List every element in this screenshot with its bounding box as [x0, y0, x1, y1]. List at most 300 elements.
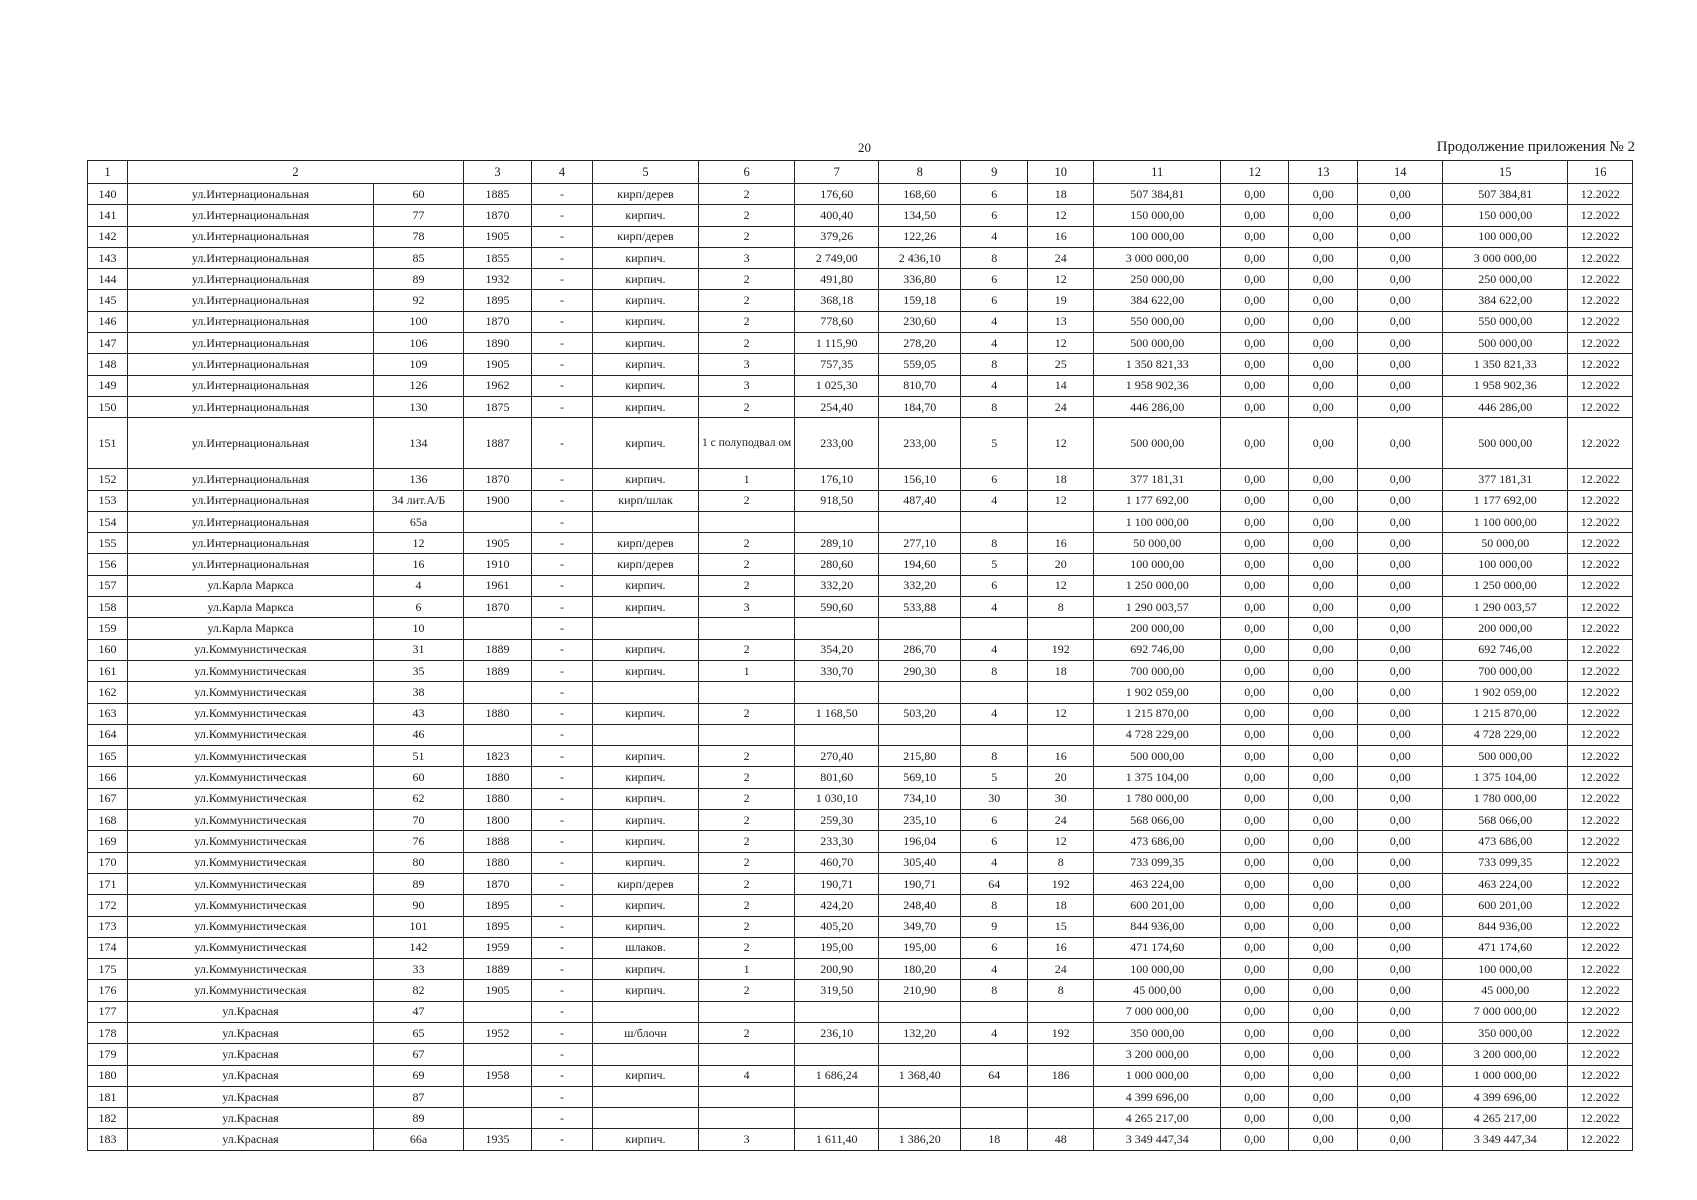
living-area: 332,20: [879, 575, 961, 596]
living-area: [879, 618, 961, 639]
completion-date: 12.2022: [1568, 469, 1633, 490]
col-10-value: 192: [1028, 1022, 1094, 1043]
cost-col-15: 100 000,00: [1443, 226, 1568, 247]
col-10-value: 12: [1028, 575, 1094, 596]
row-number: 143: [88, 247, 128, 268]
col-12-value: 0,00: [1221, 1022, 1289, 1043]
wall-material: кирпич.: [593, 311, 699, 332]
street-name: ул.Коммунистическая: [128, 767, 374, 788]
completion-date: 12.2022: [1568, 873, 1633, 894]
col-13-value: 0,00: [1289, 703, 1358, 724]
street-name: ул.Красная: [128, 1129, 374, 1150]
col-9-value: 6: [961, 810, 1028, 831]
street-name: ул.Коммунистическая: [128, 810, 374, 831]
col-14-value: 0,00: [1358, 895, 1443, 916]
wall-material: кирпич.: [593, 852, 699, 873]
row-number: 147: [88, 333, 128, 354]
col-9-value: 6: [961, 575, 1028, 596]
col-9-value: 6: [961, 184, 1028, 205]
col-10-value: 8: [1028, 852, 1094, 873]
column-number: 13: [1289, 161, 1358, 184]
table-row: [88, 184, 1633, 205]
cost-col-15: 1 902 059,00: [1443, 682, 1568, 703]
living-area: 1 386,20: [879, 1129, 961, 1150]
completion-date: 12.2022: [1568, 937, 1633, 958]
completion-date: 12.2022: [1568, 746, 1633, 767]
col-9-value: [961, 682, 1028, 703]
row-number: 151: [88, 418, 128, 469]
column-number: 4: [532, 161, 593, 184]
house-number: 60: [374, 767, 464, 788]
cost-total: 500 000,00: [1094, 418, 1221, 469]
table-row: [88, 533, 1633, 554]
col-10-value: [1028, 511, 1094, 532]
cost-col-15: 200 000,00: [1443, 618, 1568, 639]
table-row: [88, 810, 1633, 831]
total-area: [795, 1044, 879, 1065]
row-number: 162: [88, 682, 128, 703]
floor-count: 2: [699, 333, 795, 354]
total-area: 233,30: [795, 831, 879, 852]
cost-total: 7 000 000,00: [1094, 1001, 1221, 1022]
col-12-value: 0,00: [1221, 831, 1289, 852]
floor-count: 2: [699, 703, 795, 724]
completion-date: 12.2022: [1568, 290, 1633, 311]
col-9-value: [961, 1108, 1028, 1129]
col-10-value: 18: [1028, 184, 1094, 205]
cost-total: 100 000,00: [1094, 554, 1221, 575]
cost-total: 384 622,00: [1094, 290, 1221, 311]
table-row: [88, 873, 1633, 894]
floor-count: 2: [699, 1022, 795, 1043]
total-area: 270,40: [795, 746, 879, 767]
col-10-value: 8: [1028, 980, 1094, 1001]
completion-date: 12.2022: [1568, 1065, 1633, 1086]
table-row: [88, 1022, 1633, 1043]
cost-total: 1 250 000,00: [1094, 575, 1221, 596]
table-row: [88, 375, 1633, 396]
house-number: 16: [374, 554, 464, 575]
completion-date: 12.2022: [1568, 980, 1633, 1001]
row-number: 178: [88, 1022, 128, 1043]
column-number: 7: [795, 161, 879, 184]
col-10-value: 16: [1028, 226, 1094, 247]
build-year: 1889: [464, 639, 532, 660]
completion-date: 12.2022: [1568, 311, 1633, 332]
living-area: [879, 1108, 961, 1129]
col-14-value: 0,00: [1358, 597, 1443, 618]
total-area: 332,20: [795, 575, 879, 596]
house-number: 134: [374, 418, 464, 469]
cost-total: 1 780 000,00: [1094, 788, 1221, 809]
cost-col-15: 4 728 229,00: [1443, 724, 1568, 745]
row-number: 157: [88, 575, 128, 596]
col-10-value: [1028, 618, 1094, 639]
col-12-value: 0,00: [1221, 746, 1289, 767]
house-number: 35: [374, 660, 464, 681]
col-14-value: 0,00: [1358, 311, 1443, 332]
col-12-value: 0,00: [1221, 597, 1289, 618]
house-number: 142: [374, 937, 464, 958]
col-13-value: 0,00: [1289, 873, 1358, 894]
completion-date: 12.2022: [1568, 554, 1633, 575]
col-14-value: 0,00: [1358, 1044, 1443, 1065]
col-9-value: 4: [961, 959, 1028, 980]
build-year: 1875: [464, 396, 532, 417]
row-number: 168: [88, 810, 128, 831]
wall-material: кирпич.: [593, 810, 699, 831]
col-13-value: 0,00: [1289, 724, 1358, 745]
house-number: 65: [374, 1022, 464, 1043]
row-number: 180: [88, 1065, 128, 1086]
col-12-value: 0,00: [1221, 959, 1289, 980]
build-year: 1870: [464, 205, 532, 226]
house-number: 89: [374, 873, 464, 894]
col-14-value: 0,00: [1358, 1001, 1443, 1022]
cost-col-15: 507 384,81: [1443, 184, 1568, 205]
table-row: [88, 597, 1633, 618]
row-number: 148: [88, 354, 128, 375]
total-area: 289,10: [795, 533, 879, 554]
col-10-value: 192: [1028, 639, 1094, 660]
col-9-value: 8: [961, 660, 1028, 681]
build-year: 1959: [464, 937, 532, 958]
cost-col-15: 473 686,00: [1443, 831, 1568, 852]
wall-material: кирпич.: [593, 1065, 699, 1086]
floor-count: 2: [699, 639, 795, 660]
completion-date: 12.2022: [1568, 226, 1633, 247]
floor-count: 1: [699, 660, 795, 681]
cost-col-15: 7 000 000,00: [1443, 1001, 1568, 1022]
column-number: 3: [464, 161, 532, 184]
cost-total: 1 215 870,00: [1094, 703, 1221, 724]
col-13-value: 0,00: [1289, 682, 1358, 703]
build-year: 1935: [464, 1129, 532, 1150]
col-14-value: 0,00: [1358, 1065, 1443, 1086]
floor-count: [699, 1086, 795, 1107]
total-area: 319,50: [795, 980, 879, 1001]
cost-col-15: 100 000,00: [1443, 554, 1568, 575]
build-year: 1905: [464, 226, 532, 247]
house-number: 78: [374, 226, 464, 247]
total-area: 590,60: [795, 597, 879, 618]
floor-count: 2: [699, 490, 795, 511]
floor-count: 4: [699, 1065, 795, 1086]
cost-col-15: 500 000,00: [1443, 746, 1568, 767]
total-area: 259,30: [795, 810, 879, 831]
house-number: 43: [374, 703, 464, 724]
build-year: [464, 1001, 532, 1022]
build-year: 1895: [464, 895, 532, 916]
completion-date: 12.2022: [1568, 1129, 1633, 1150]
table-row: [88, 746, 1633, 767]
col-12-value: 0,00: [1221, 1086, 1289, 1107]
cost-total: 500 000,00: [1094, 746, 1221, 767]
floor-count: 2: [699, 533, 795, 554]
col-9-value: 4: [961, 333, 1028, 354]
col-13-value: 0,00: [1289, 767, 1358, 788]
cost-col-15: 733 099,35: [1443, 852, 1568, 873]
col-9-value: 6: [961, 290, 1028, 311]
col-9-value: 8: [961, 354, 1028, 375]
table-row: [88, 469, 1633, 490]
street-name: ул.Интернациональная: [128, 375, 374, 396]
table-row: [88, 916, 1633, 937]
build-year: 1905: [464, 354, 532, 375]
col-14-value: 0,00: [1358, 1108, 1443, 1129]
floor-count: 3: [699, 375, 795, 396]
total-area: 2 749,00: [795, 247, 879, 268]
house-number: 31: [374, 639, 464, 660]
col-13-value: 0,00: [1289, 290, 1358, 311]
table-row: [88, 333, 1633, 354]
build-year: 1895: [464, 290, 532, 311]
col-9-value: 6: [961, 269, 1028, 290]
completion-date: 12.2022: [1568, 767, 1633, 788]
floor-count: 2: [699, 937, 795, 958]
total-area: 195,00: [795, 937, 879, 958]
row-number: 154: [88, 511, 128, 532]
wall-material: кирпич.: [593, 418, 699, 469]
col-4-value: -: [532, 511, 593, 532]
col-12-value: 0,00: [1221, 333, 1289, 354]
col-13-value: 0,00: [1289, 490, 1358, 511]
col-4-value: -: [532, 375, 593, 396]
row-number: 152: [88, 469, 128, 490]
street-name: ул.Интернациональная: [128, 354, 374, 375]
col-4-value: -: [532, 895, 593, 916]
wall-material: кирпич.: [593, 831, 699, 852]
col-14-value: 0,00: [1358, 375, 1443, 396]
row-number: 165: [88, 746, 128, 767]
table-row: [88, 1044, 1633, 1065]
col-10-value: 18: [1028, 895, 1094, 916]
completion-date: 12.2022: [1568, 1044, 1633, 1065]
build-year: 1905: [464, 533, 532, 554]
total-area: 1 611,40: [795, 1129, 879, 1150]
housing-registry-table: [87, 160, 1633, 1151]
living-area: 132,20: [879, 1022, 961, 1043]
col-9-value: [961, 1086, 1028, 1107]
table-row: [88, 354, 1633, 375]
col-9-value: [961, 511, 1028, 532]
col-12-value: 0,00: [1221, 703, 1289, 724]
living-area: 194,60: [879, 554, 961, 575]
build-year: [464, 1108, 532, 1129]
cost-col-15: 844 936,00: [1443, 916, 1568, 937]
cost-total: 3 349 447,34: [1094, 1129, 1221, 1150]
col-14-value: 0,00: [1358, 810, 1443, 831]
row-number: 146: [88, 311, 128, 332]
cost-col-15: 463 224,00: [1443, 873, 1568, 894]
col-14-value: 0,00: [1358, 396, 1443, 417]
row-number: 179: [88, 1044, 128, 1065]
column-number: 6: [699, 161, 795, 184]
column-number-row: [88, 161, 1633, 184]
col-14-value: 0,00: [1358, 873, 1443, 894]
living-area: 1 368,40: [879, 1065, 961, 1086]
col-9-value: 8: [961, 980, 1028, 1001]
cost-col-15: 500 000,00: [1443, 418, 1568, 469]
col-14-value: 0,00: [1358, 916, 1443, 937]
cost-col-15: 250 000,00: [1443, 269, 1568, 290]
build-year: 1895: [464, 916, 532, 937]
completion-date: 12.2022: [1568, 247, 1633, 268]
street-name: ул.Красная: [128, 1044, 374, 1065]
build-year: [464, 511, 532, 532]
col-13-value: 0,00: [1289, 226, 1358, 247]
house-number: 12: [374, 533, 464, 554]
wall-material: кирпич.: [593, 980, 699, 1001]
wall-material: ш/блочн: [593, 1022, 699, 1043]
cost-total: 150 000,00: [1094, 205, 1221, 226]
house-number: 34 лит.А/Б: [374, 490, 464, 511]
build-year: [464, 1044, 532, 1065]
cost-total: 1 000 000,00: [1094, 1065, 1221, 1086]
col-12-value: 0,00: [1221, 269, 1289, 290]
floor-count: 3: [699, 597, 795, 618]
living-area: [879, 1086, 961, 1107]
cost-total: 568 066,00: [1094, 810, 1221, 831]
col-14-value: 0,00: [1358, 724, 1443, 745]
build-year: 1889: [464, 959, 532, 980]
street-name: ул.Коммунистическая: [128, 660, 374, 681]
build-year: 1890: [464, 333, 532, 354]
col-4-value: -: [532, 639, 593, 660]
cost-total: 507 384,81: [1094, 184, 1221, 205]
cost-total: 733 099,35: [1094, 852, 1221, 873]
col-14-value: 0,00: [1358, 703, 1443, 724]
total-area: 254,40: [795, 396, 879, 417]
cost-col-15: 692 746,00: [1443, 639, 1568, 660]
cost-total: 844 936,00: [1094, 916, 1221, 937]
col-12-value: 0,00: [1221, 290, 1289, 311]
col-13-value: 0,00: [1289, 205, 1358, 226]
total-area: 176,10: [795, 469, 879, 490]
col-9-value: 5: [961, 554, 1028, 575]
col-10-value: 16: [1028, 937, 1094, 958]
house-number: 38: [374, 682, 464, 703]
column-number: 2: [128, 161, 464, 184]
col-13-value: 0,00: [1289, 1022, 1358, 1043]
floor-count: 3: [699, 1129, 795, 1150]
col-9-value: 6: [961, 469, 1028, 490]
street-name: ул.Коммунистическая: [128, 916, 374, 937]
col-14-value: 0,00: [1358, 490, 1443, 511]
wall-material: кирпич.: [593, 354, 699, 375]
col-13-value: 0,00: [1289, 1065, 1358, 1086]
col-9-value: [961, 1044, 1028, 1065]
house-number: 70: [374, 810, 464, 831]
living-area: 2 436,10: [879, 247, 961, 268]
wall-material: кирпич.: [593, 269, 699, 290]
cost-total: 50 000,00: [1094, 533, 1221, 554]
col-9-value: 18: [961, 1129, 1028, 1150]
total-area: 1 030,10: [795, 788, 879, 809]
total-area: 233,00: [795, 418, 879, 469]
col-10-value: [1028, 1086, 1094, 1107]
column-number: 14: [1358, 161, 1443, 184]
page-number: 20: [858, 140, 871, 155]
house-number: 92: [374, 290, 464, 311]
col-4-value: -: [532, 247, 593, 268]
house-number: 82: [374, 980, 464, 1001]
cost-col-15: 45 000,00: [1443, 980, 1568, 1001]
row-number: 161: [88, 660, 128, 681]
col-12-value: 0,00: [1221, 1129, 1289, 1150]
col-13-value: 0,00: [1289, 554, 1358, 575]
col-9-value: 6: [961, 937, 1028, 958]
col-14-value: 0,00: [1358, 333, 1443, 354]
col-4-value: -: [532, 1022, 593, 1043]
table-row: [88, 959, 1633, 980]
col-9-value: [961, 1001, 1028, 1022]
wall-material: кирп/дерев: [593, 226, 699, 247]
cost-total: 4 728 229,00: [1094, 724, 1221, 745]
row-number: 144: [88, 269, 128, 290]
col-12-value: 0,00: [1221, 226, 1289, 247]
table-row: [88, 311, 1633, 332]
col-12-value: 0,00: [1221, 184, 1289, 205]
house-number: 109: [374, 354, 464, 375]
col-4-value: -: [532, 1001, 593, 1022]
col-10-value: 24: [1028, 247, 1094, 268]
col-12-value: 0,00: [1221, 788, 1289, 809]
street-name: ул.Интернациональная: [128, 418, 374, 469]
cost-total: 3 200 000,00: [1094, 1044, 1221, 1065]
table-row: [88, 831, 1633, 852]
street-name: ул.Интернациональная: [128, 311, 374, 332]
living-area: 569,10: [879, 767, 961, 788]
row-number: 175: [88, 959, 128, 980]
row-number: 170: [88, 852, 128, 873]
floor-count: [699, 618, 795, 639]
house-number: 33: [374, 959, 464, 980]
registry-body: [88, 184, 1633, 1151]
completion-date: 12.2022: [1568, 418, 1633, 469]
cost-col-15: 568 066,00: [1443, 810, 1568, 831]
table-row: [88, 1001, 1633, 1022]
col-14-value: 0,00: [1358, 1129, 1443, 1150]
completion-date: 12.2022: [1568, 831, 1633, 852]
wall-material: кирп/дерев: [593, 184, 699, 205]
cost-col-15: 4 399 696,00: [1443, 1086, 1568, 1107]
build-year: [464, 724, 532, 745]
wall-material: кирпич.: [593, 660, 699, 681]
col-10-value: 20: [1028, 767, 1094, 788]
living-area: 156,10: [879, 469, 961, 490]
build-year: 1885: [464, 184, 532, 205]
table-row: [88, 788, 1633, 809]
wall-material: кирпич.: [593, 767, 699, 788]
cost-col-15: 1 250 000,00: [1443, 575, 1568, 596]
completion-date: 12.2022: [1568, 1086, 1633, 1107]
row-number: 174: [88, 937, 128, 958]
wall-material: [593, 1108, 699, 1129]
house-number: 136: [374, 469, 464, 490]
floor-count: 2: [699, 852, 795, 873]
wall-material: шлаков.: [593, 937, 699, 958]
col-9-value: 64: [961, 873, 1028, 894]
completion-date: 12.2022: [1568, 788, 1633, 809]
col-12-value: 0,00: [1221, 511, 1289, 532]
wall-material: кирпич.: [593, 788, 699, 809]
col-9-value: 5: [961, 418, 1028, 469]
house-number: 101: [374, 916, 464, 937]
wall-material: [593, 1001, 699, 1022]
floor-count: 2: [699, 396, 795, 417]
col-14-value: 0,00: [1358, 269, 1443, 290]
